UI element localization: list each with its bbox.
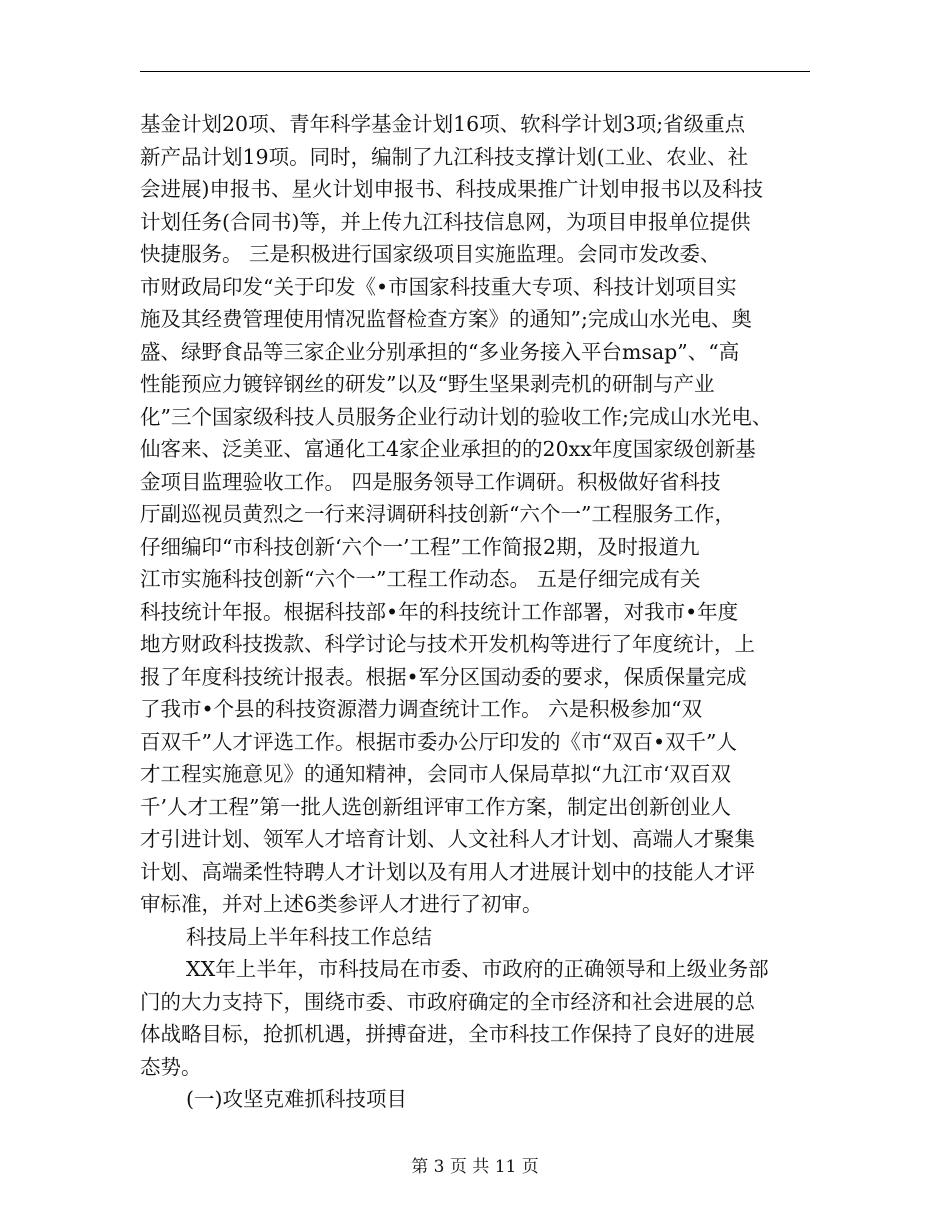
body-line: 仙客来、泛美亚、富通化工4家企业承担的的20xx年度国家级创新基 xyxy=(140,437,756,461)
intro-line: 态势。 xyxy=(140,1054,202,1079)
body-line: 施及其经费管理使用情况监督检查方案》的通知”;完成山水光电、奥 xyxy=(140,307,752,331)
body-line: 报了年度科技统计报表。根据•军分区国动委的要求，保质保量完成 xyxy=(140,664,747,689)
body-line: 会进展)申报书、星火计划申报书、科技成果推广计划申报书以及科技 xyxy=(140,177,763,201)
body-line: 新产品计划19项。同时，编制了九江科技支撑计划(工业、农业、社 xyxy=(140,144,749,169)
body-line: 快捷服务。 三是积极进行国家级项目实施监理。会同市发改委、 xyxy=(140,242,721,266)
body-line: 性能预应力镀锌钢丝的研发”以及“野生坚果剥壳机的研制与产业 xyxy=(140,372,715,396)
body-line: 厅副巡视员黄烈之一行来浔调研科技创新“六个一”工程服务工作， xyxy=(140,502,735,526)
body-line: 仔细编印“市科技创新‘六个一’工程”工作简报2期，及时报道九 xyxy=(140,534,700,559)
subheading: (一)攻坚克难抓科技项目 xyxy=(186,1087,407,1111)
body-line: 才工程实施意见》的通知精神，会同市人保局草拟“九江市‘双百双 xyxy=(140,762,731,786)
intro-line: 门的大力支持下，围绕市委、市政府确定的全市经济和社会进展的总 xyxy=(140,989,755,1014)
body-line: 市财政局印发“关于印发《•市国家科技重大专项、科技计划项目实 xyxy=(140,274,737,299)
body-line: 科技统计年报。根据科技部•年的科技统计工作部署，对我市•年度 xyxy=(140,599,739,624)
body-line: 计划、高端柔性特聘人才计划以及有用人才进展计划中的技能人才评 xyxy=(140,859,755,884)
header-rule xyxy=(140,71,810,72)
body-line: 计划任务(合同书)等，并上传九江科技信息网，为项目申报单位提供 xyxy=(140,209,751,234)
body-line: 盛、绿野食品等三家企业分别承担的“多业务接入平台msap”、“高 xyxy=(140,339,740,364)
body-line: 金项目监理验收工作。 四是服务领导工作调研。积极做好省科技 xyxy=(140,469,721,494)
intro-line: XX年上半年，市科技局在市委、市政府的正确领导和上级业务部 xyxy=(186,957,769,981)
body-line: 基金计划20项、青年科学基金计划16项、软科学计划3项;省级重点 xyxy=(140,112,746,136)
intro-line: 体战略目标，抢抓机遇，拼搏奋进，全市科技工作保持了良好的进展 xyxy=(140,1022,755,1046)
document-body xyxy=(140,108,812,1116)
body-line: 地方财政科技拨款、科学讨论与技术开发机构等进行了年度统计，上 xyxy=(140,632,755,656)
body-line: 才引进计划、领军人才培育计划、人文社科人才计划、高端人才聚集 xyxy=(140,827,755,851)
body-line: 百双千”人才评选工作。根据市委办公厅印发的《市“双百•双千”人 xyxy=(140,729,738,754)
body-line: 江市实施科技创新“六个一”工程工作动态。 五是仔细完成有关 xyxy=(140,567,701,591)
body-line: 审标准，并对上述6类参评人才进行了初审。 xyxy=(140,892,543,916)
body-line: 化”三个国家级科技人员服务企业行动计划的验收工作;完成山水光电、 xyxy=(140,404,773,429)
body-line: 了我市•个县的科技资源潜力调查统计工作。 六是积极参加“双 xyxy=(140,697,703,721)
page-number-footer: 第 3 页 共 11 页 xyxy=(411,1157,539,1177)
body-line: 千’人才工程”第一批人选创新组评审工作方案，制定出创新创业人 xyxy=(140,794,731,819)
section-title: 科技局上半年科技工作总结 xyxy=(186,924,432,949)
